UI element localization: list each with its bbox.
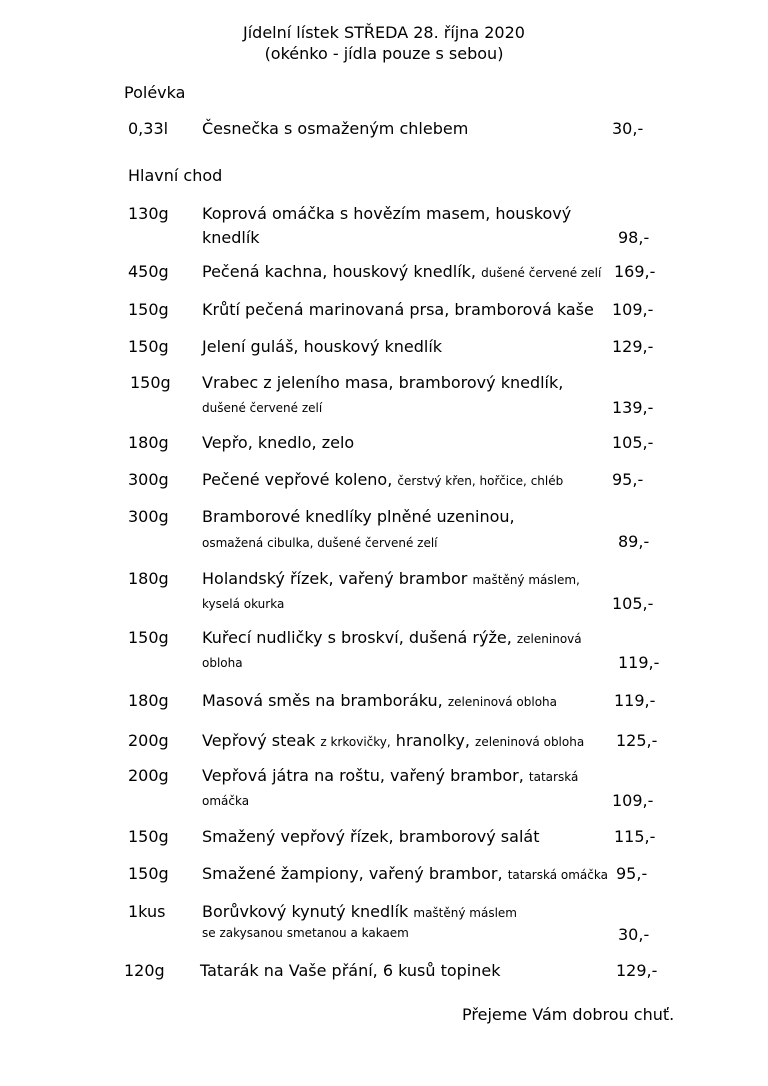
- item-quantity: 130g: [128, 204, 169, 223]
- item-name-main: Kuřecí nudličky s broskví, dušená rýže,: [202, 628, 512, 647]
- item-side-note: tatarská: [528, 770, 579, 784]
- item-side-note-b: zeleninová obloha: [475, 735, 585, 749]
- item-quantity: 150g: [128, 300, 169, 319]
- closing-message: Přejeme Vám dobrou chuť.: [462, 1005, 675, 1024]
- item-quantity: 150g: [128, 827, 169, 846]
- item-side-note: osmažená cibulka, dušené červené zelí: [202, 536, 438, 550]
- item-name-main: Borůvkový kynutý knedlík: [202, 902, 409, 921]
- item-quantity: 200g: [128, 731, 169, 750]
- item-price: 95,-: [612, 470, 644, 489]
- item-name-main: Masová směs na bramboráku,: [202, 691, 443, 710]
- item-price: 119,-: [618, 653, 660, 672]
- item-side-note: zeleninová obloha: [447, 695, 558, 709]
- item-name-main: Pečená kachna, houskový knedlík,: [202, 262, 476, 281]
- item-quantity: 200g: [128, 766, 169, 785]
- item-quantity: 150g: [128, 337, 169, 356]
- item-quantity: 300g: [128, 470, 169, 489]
- item-price: 105,-: [612, 594, 654, 613]
- item-quantity: 150g: [130, 373, 171, 392]
- item-name: Vepřo, knedlo, zelo: [202, 433, 355, 452]
- item-price: 98,-: [618, 228, 650, 247]
- item-price: 105,-: [612, 433, 654, 452]
- item-quantity: 180g: [128, 691, 169, 710]
- item-price: 125,-: [616, 731, 658, 750]
- item-price: 115,-: [614, 827, 656, 846]
- main-heading: Hlavní chod: [128, 166, 223, 185]
- item-price: 95,-: [616, 864, 648, 883]
- item-name: [202, 470, 563, 489]
- item-name: Vrabec z jeleního masa, bramborový knedlík,: [202, 373, 564, 392]
- menu-title: Jídelní lístek STŘEDA 28. října 2020: [243, 23, 525, 42]
- item-price: 119,-: [614, 691, 656, 710]
- item-price: 169,-: [614, 262, 656, 281]
- item-quantity: 300g: [128, 507, 169, 526]
- item-name: Jelení guláš, houskový knedlík: [202, 337, 443, 356]
- item-price: 129,-: [616, 961, 658, 980]
- item-name-main: Smažené žampiony, vařený brambor,: [202, 864, 503, 883]
- item-name-main: Vepřový steak: [202, 731, 316, 750]
- item-name-main: Pečené vepřové koleno,: [202, 470, 393, 489]
- item-price: 109,-: [612, 791, 654, 810]
- item-name: Krůtí pečená marinovaná prsa, bramborová kaše: [202, 300, 594, 319]
- item-name: Česnečka s osmaženým chlebem: [202, 119, 469, 138]
- item-quantity: 0,33l: [128, 119, 169, 138]
- item-side-note: z krkovičky,: [320, 735, 391, 749]
- item-name: Smažený vepřový řízek, bramborový salát: [202, 827, 540, 846]
- item-quantity: 1kus: [128, 902, 166, 921]
- item-name: [202, 864, 608, 883]
- menu-subtitle: (okénko - jídla pouze s sebou): [264, 44, 504, 63]
- item-side-note: čerstvý křen, hořčice, chléb: [397, 474, 564, 488]
- item-quantity: 180g: [128, 569, 169, 588]
- item-price: 89,-: [618, 532, 650, 551]
- item-side-note: dušené červené zelí: [202, 401, 323, 415]
- item-side-note-line2: obloha: [202, 656, 243, 670]
- item-name: [202, 731, 584, 750]
- item-name: Tatarák na Vaše přání, 6 kusů topinek: [200, 961, 501, 980]
- item-name-continued: knedlík: [202, 228, 260, 247]
- item-side-note-line2: se zakysanou smetanou a kakaem: [202, 926, 409, 940]
- item-quantity: 450g: [128, 262, 169, 281]
- item-side-note: tatarská omáčka: [507, 868, 608, 882]
- item-quantity: 180g: [128, 433, 169, 452]
- item-side-note: dušené červené zelí: [481, 266, 602, 280]
- item-side-note: maštěný máslem: [413, 906, 517, 920]
- item-quantity: 150g: [128, 864, 169, 883]
- item-name: [202, 628, 582, 647]
- item-price: 129,-: [612, 337, 654, 356]
- item-name: [202, 766, 578, 785]
- item-side-note: maštěný máslem,: [472, 573, 580, 587]
- item-price: 30,-: [612, 119, 644, 138]
- item-price: 30,-: [618, 925, 650, 944]
- item-name: [202, 691, 557, 710]
- item-quantity: 150g: [128, 628, 169, 647]
- item-side-note-line2: omáčka: [202, 794, 250, 808]
- soup-heading: Polévka: [124, 83, 186, 102]
- item-name-main: Vepřová játra na roštu, vařený brambor,: [202, 766, 524, 785]
- item-quantity: 120g: [124, 961, 165, 980]
- item-name: Bramborové knedlíky plněné uzeninou,: [202, 507, 515, 526]
- item-side-note: zeleninová: [516, 632, 582, 646]
- item-side-note-line2: kyselá okurka: [202, 597, 285, 611]
- item-name: Koprová omáčka s hovězím masem, houskový: [202, 204, 572, 223]
- item-price: 109,-: [612, 300, 654, 319]
- item-name: [202, 569, 580, 588]
- item-name-part-b: hranolky,: [395, 731, 470, 750]
- item-name: [202, 902, 517, 921]
- item-name: [202, 262, 601, 281]
- item-price: 139,-: [612, 398, 654, 417]
- item-name-main: Holandský řízek, vařený brambor: [202, 569, 468, 588]
